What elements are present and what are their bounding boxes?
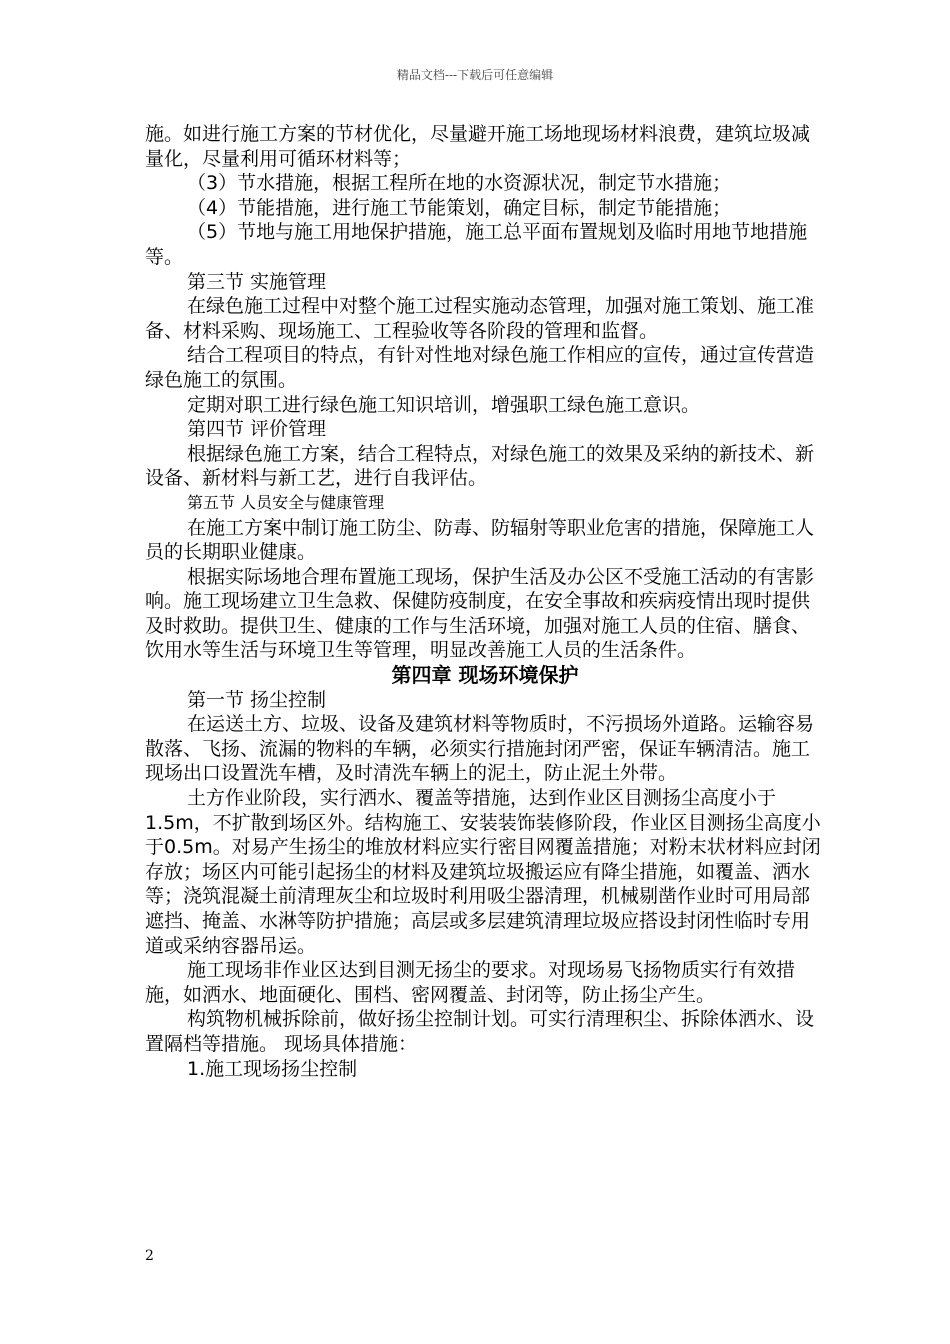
page-number: 2 — [145, 1248, 154, 1264]
paragraph: 1.施工现场扬尘控制 — [187, 1057, 358, 1080]
paragraph: （3）节水措施，根据工程所在地的水资源状况，制定节水措施； — [187, 172, 732, 195]
paragraph: 定期对职工进行绿色施工知识培训，增强职工绿色施工意识。 — [187, 393, 701, 416]
paragraph: 土方作业阶段，实行洒水、覆盖等措施，达到作业区目测扬尘高度小于1.5m，不扩散到场区外。结构施工、安装装饰装修阶段，作业区目测扬尘高度小于0.5m。对易产生扬尘的堆放材料应实行密目网覆盖措施；对粉末状材料应封闭存放；场区内可能引起扬尘的材料及建筑垃圾搬运应有降尘措施，如覆盖、洒水等；浇筑混凝土前清理灰尘和垃圾时利用吸尘器清理，机械剔凿作业时可用局部遮挡、掩盖、水淋等防护措施；高层或多层建筑清理垃圾应搭设封闭性临时专用道或采纳容器吊运。 — [145, 787, 821, 957]
paragraph: 在施工方案中制订施工防尘、防毒、防辐射等职业危害的措施，保障施工人员的长期职业健康。 — [145, 516, 815, 564]
paragraph: 第四节 评价管理 — [187, 418, 327, 441]
paragraph: （5）节地与施工用地保护措施，施工总平面布置规划及临时用地节地措施等。 — [145, 221, 808, 268]
page-header: 精品文档---下载后可任意编辑 — [396, 68, 554, 82]
paragraph: 根据实际场地合理布置施工现场，保护生活及办公区不受施工活动的有害影响。施工现场建立卫生急救、保健防疫制度，在安全事故和疾病疫情出现时提供及时救助。提供卫生、健康的工作与生活环境，加强对施工人员的住宿、膳食、饮用水等生活与环境卫生等管理，明显改善施工人员的生活条件。 — [145, 565, 815, 662]
paragraph: 根据绿色施工方案，结合工程特点，对绿色施工的效果及采纳的新技术、新设备、新材料与新工艺，进行自我评估。 — [145, 442, 815, 490]
paragraph: 构筑物机械拆除前，做好扬尘控制计划。可实行清理积尘、拆除体洒水、设置隔档等措施。 现场具体措施： — [145, 1008, 815, 1055]
paragraph: 在绿色施工过程中对整个施工过程实施动态管理，加强对施工策划、施工准备、材料采购、现场施工、工程验收等各阶段的管理和监督。 — [145, 295, 815, 342]
paragraph: 施。如进行施工方案的节材优化，尽量避开施工场地现场材料浪费，建筑垃圾减量化，尽量利用可循环材料等； — [145, 123, 811, 170]
paragraph: 在运送土方、垃圾、设备及建筑材料等物质时，不污损场外道路。运输容易散落、飞扬、流漏的物料的车辆，必须实行措施封闭严密，保证车辆清洁。施工现场出口设置洗车槽，及时清洗车辆上的泥土，防止泥土外带。 — [145, 713, 815, 785]
paragraph: 结合工程项目的特点，有针对性地对绿色施工作相应的宣传，通过宣传营造绿色施工的氛围。 — [145, 344, 815, 391]
chapter-heading: 第四章 现场环境保护 — [391, 663, 579, 688]
paragraph: 第三节 实施管理 — [187, 270, 327, 293]
section-heading: 第五节 人员安全与健康管理 — [187, 492, 385, 512]
paragraph: 第一节 扬尘控制 — [187, 688, 327, 711]
paragraph: （4）节能措施，进行施工节能策划，确定目标，制定节能措施； — [187, 196, 732, 219]
paragraph: 施工现场非作业区达到目测无扬尘的要求。对现场易飞扬物质实行有效措施，如洒水、地面硬化、围档、密网覆盖、封闭等，防止扬尘产生。 — [145, 959, 796, 1006]
document-body — [145, 122, 825, 1081]
